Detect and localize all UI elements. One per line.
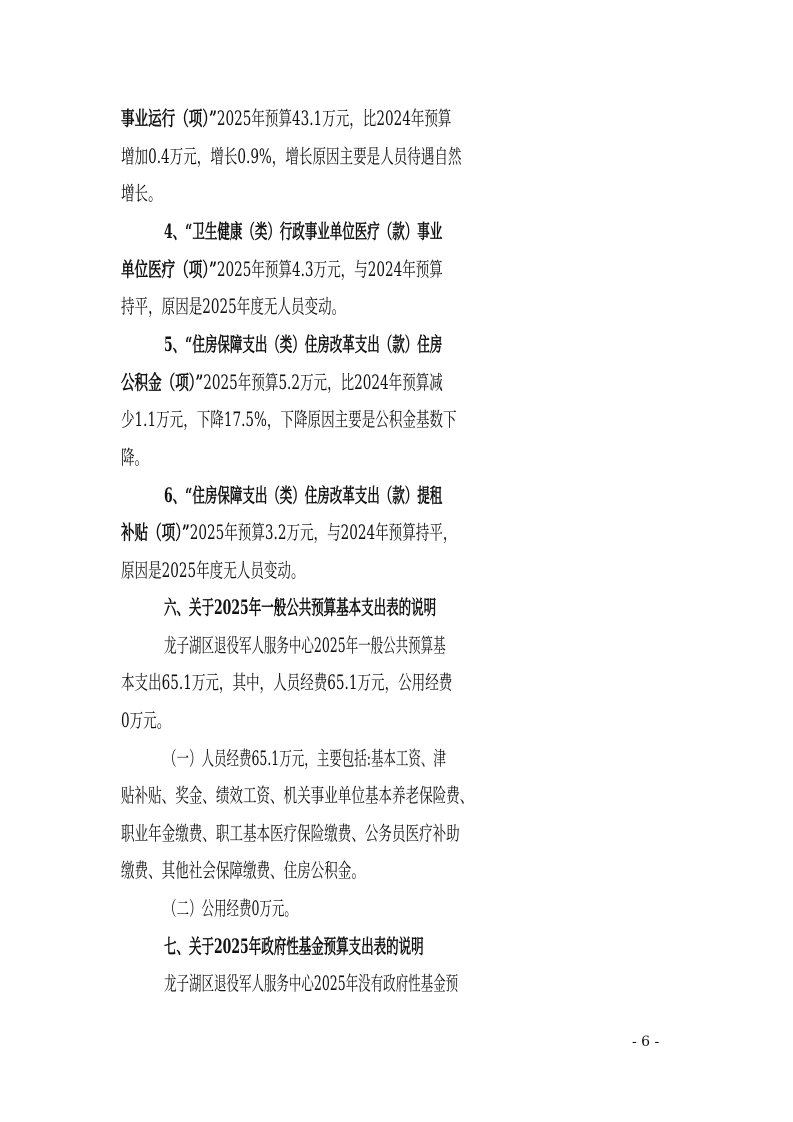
text-run: 职业年金缴费、职工基本医疗保险缴费、公务员医疗补助 [121, 822, 460, 845]
bold-text-run: 5、“住房保障支出（类）住房改革支出（款）住房 [164, 333, 443, 356]
text-line [121, 515, 672, 551]
text-run: 缴费、其他社会保障缴费、住房公积金。 [121, 859, 365, 882]
bold-text-run: 补贴（项）” [121, 521, 190, 544]
text-run: 龙子湖区退役军人服务中心2025年没有政府性基金预 [164, 972, 459, 995]
text-run: 原因是2025年度无人员变动。 [121, 559, 305, 582]
bold-text-run: 单位医疗（项）” [121, 258, 217, 281]
text-line [164, 214, 672, 250]
text-run: 2025年预算3.2万元，与2024年预算持平， [189, 521, 457, 544]
text-run: 少1.1万元，下降17.5%，下降原因主要是公积金基数下 [121, 408, 457, 431]
text-line [164, 929, 672, 965]
text-line [121, 365, 672, 401]
text-line [121, 816, 672, 852]
bold-text-run: 4、“卫生健康（类）行政事业单位医疗（款）事业 [164, 220, 443, 243]
text-run: 2025年预算43.1万元，比2024年预算 [216, 107, 452, 130]
text-run: （一）人员经费65.1万元，主要包括:基本工资、津 [164, 747, 446, 770]
text-line [121, 703, 672, 739]
text-line [164, 327, 672, 363]
text-line [121, 665, 672, 701]
bold-text-run: 六、关于2025年一般公共预算基本支出表的说明 [164, 596, 437, 619]
text-line [121, 252, 672, 288]
bold-text-run: 七、关于2025年政府性基金预算支出表的说明 [164, 935, 424, 958]
text-run: 贴补贴、奖金、绩效工资、机关事业单位基本养老保险费、 [121, 784, 474, 807]
text-line [164, 966, 672, 1002]
text-line [121, 139, 672, 175]
text-line [164, 741, 672, 777]
text-line [121, 101, 672, 137]
bold-text-run: 事业运行（项）” [121, 107, 217, 130]
page-number: - 6 - [632, 1034, 660, 1050]
text-run: 增加0.4万元，增长0.9%，增长原因主要是人员待遇自然 [121, 145, 462, 168]
text-run: 2025年预算5.2万元，比2024年预算减 [203, 371, 443, 394]
text-line [121, 853, 672, 889]
text-run: 增长。 [121, 182, 162, 205]
text-line [121, 553, 672, 589]
bold-text-run: 6、“住房保障支出（类）住房改革支出（款）提租 [164, 484, 443, 507]
text-line [121, 440, 672, 476]
text-line [164, 478, 672, 514]
text-line [164, 891, 672, 927]
text-line [164, 628, 672, 664]
text-run: 本支出65.1万元，其中，人员经费65.1万元，公用经费 [121, 671, 453, 694]
text-run: 持平，原因是2025年度无人员变动。 [121, 295, 346, 318]
text-line [121, 778, 672, 814]
text-run: 2025年预算4.3万元，与2024年预算 [216, 258, 443, 281]
text-line [164, 590, 672, 626]
text-run: 0万元。 [121, 709, 171, 732]
text-run: 降。 [121, 446, 149, 469]
text-run: （二）公用经费0万元。 [164, 897, 297, 920]
text-run: 龙子湖区退役军人服务中心2025年一般公共预算基 [164, 634, 446, 657]
text-line [121, 289, 672, 325]
bold-text-run: 公积金（项）” [121, 371, 204, 394]
text-line [121, 402, 672, 438]
text-line [121, 176, 672, 212]
